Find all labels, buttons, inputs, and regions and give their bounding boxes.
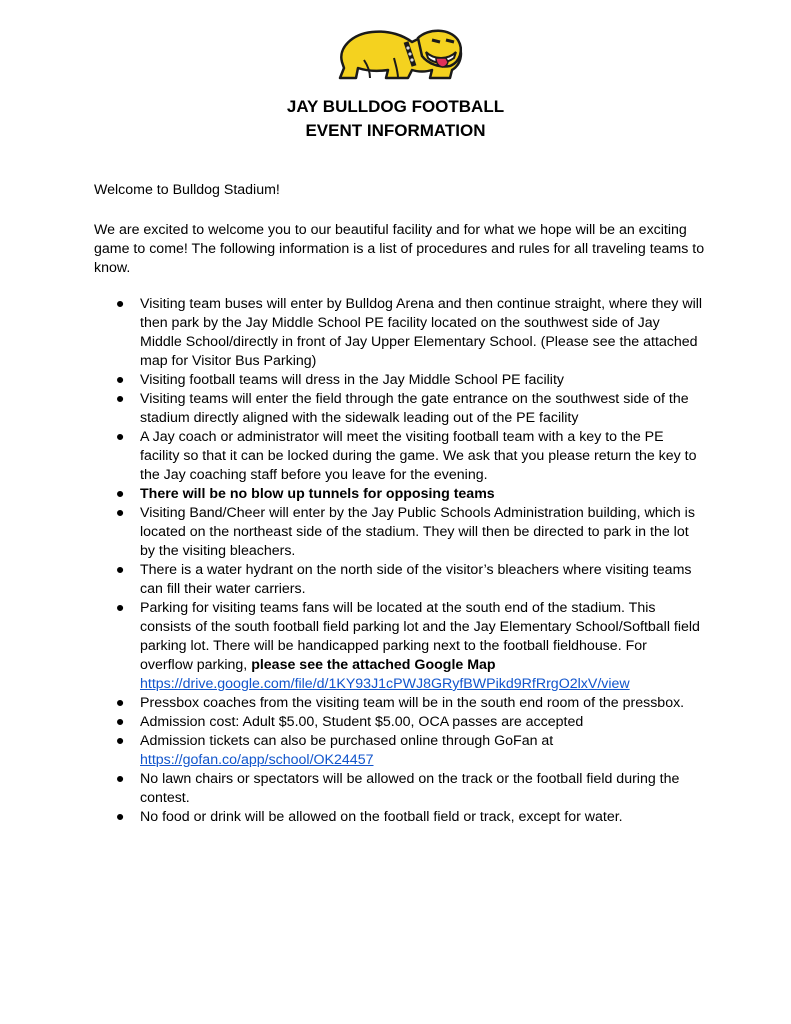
intro-paragraph: We are excited to welcome you to our beautiful facility and for what we hope will be an exciting game to come! The following information is a list of procedures and rules for all traveling teams to know. <box>94 222 705 276</box>
rule-text: No lawn chairs or spectators will be allowed on the track or the football field during the contest. <box>140 771 680 806</box>
welcome-text: Welcome to Bulldog Stadium! <box>94 182 280 198</box>
bulldog-mascot-icon <box>334 22 466 80</box>
rule-item <box>113 371 703 390</box>
rule-text: Visiting teams will enter the field through the gate entrance on the southwest side of the stadium directly aligned with the sidewalk leading out of the PE facility <box>140 391 689 426</box>
rule-item <box>113 770 703 808</box>
bullet-icon: ● <box>115 562 125 578</box>
bullet-icon: ● <box>115 486 125 502</box>
rule-text: Visiting team buses will enter by Bulldog Arena and then continue straight, where they will then park by the Jay Middle School PE facility located on the southwest side of Jay Middle School/directly in front of Jay Upper Elementary School. (Please see the attached map for Visitor Bus Parking) <box>140 296 703 369</box>
rule-item <box>113 694 703 713</box>
rule-item <box>113 732 703 770</box>
bullet-icon: ● <box>115 695 125 711</box>
rule-text: Visiting Band/Cheer will enter by the Jay Public Schools Administration building, which is located on the northeast side of the stadium. They will then be directed to park in the lot by the visiting bleachers. <box>140 505 695 559</box>
bullet-icon: ● <box>115 733 125 749</box>
title-line-2: EVENT INFORMATION <box>305 121 486 140</box>
rule-text: Admission cost: Adult $5.00, Student $5.00, OCA passes are accepted <box>140 714 584 730</box>
rules-list <box>113 295 703 827</box>
rule-item <box>113 504 703 561</box>
rule-item <box>113 713 703 732</box>
rule-text: No food or drink will be allowed on the football field or track, except for water. <box>140 809 623 825</box>
rule-link[interactable]: https://gofan.co/app/school/OK24457 <box>140 752 374 768</box>
rule-text: Visiting football teams will dress in the Jay Middle School PE facility <box>140 372 564 388</box>
bullet-icon: ● <box>115 714 125 730</box>
bullet-icon: ● <box>115 372 125 388</box>
bullet-icon: ● <box>115 809 125 825</box>
bullet-icon: ● <box>115 771 125 787</box>
rule-item <box>113 428 703 485</box>
rule-bold-text: please see the attached Google Map <box>251 657 496 673</box>
rule-text: Parking for visiting teams fans will be located at the south end of the stadium. This consists of the south football field parking lot and the Jay Elementary School/Softball field parking lot. There will be handicapped parking next to the football fieldhouse. For overflow parking, <box>140 600 700 673</box>
rule-item <box>113 295 703 371</box>
rule-text: Pressbox coaches from the visiting team will be in the south end room of the pressbox. <box>140 695 685 711</box>
rule-item <box>113 390 703 428</box>
bullet-icon: ● <box>115 296 125 312</box>
bullet-icon: ● <box>115 429 125 445</box>
rule-text: A Jay coach or administrator will meet the visiting football team with a key to the PE facility so that it can be locked during the game. We ask that you please return the key to the Jay coaching staff before you leave for the evening. <box>140 429 697 483</box>
rule-text: There is a water hydrant on the north side of the visitor’s bleachers where visiting teams can fill their water carriers. <box>140 562 692 597</box>
bullet-icon: ● <box>115 600 125 616</box>
rule-item <box>113 485 703 504</box>
bullet-icon: ● <box>115 391 125 407</box>
rule-link[interactable]: https://drive.google.com/file/d/1KY93J1cPWJ8GRyfBWPikd9RfRrgO2lxV/view <box>140 676 630 692</box>
title-line-1: JAY BULLDOG FOOTBALL <box>286 97 505 116</box>
page-title <box>0 95 791 143</box>
rule-item <box>113 808 703 827</box>
rule-bold-text: There will be no blow up tunnels for opposing teams <box>140 486 495 502</box>
rule-item <box>113 561 703 599</box>
rule-text: Admission tickets can also be purchased online through GoFan at <box>140 733 554 749</box>
bullet-icon: ● <box>115 505 125 521</box>
rule-item <box>113 599 703 694</box>
